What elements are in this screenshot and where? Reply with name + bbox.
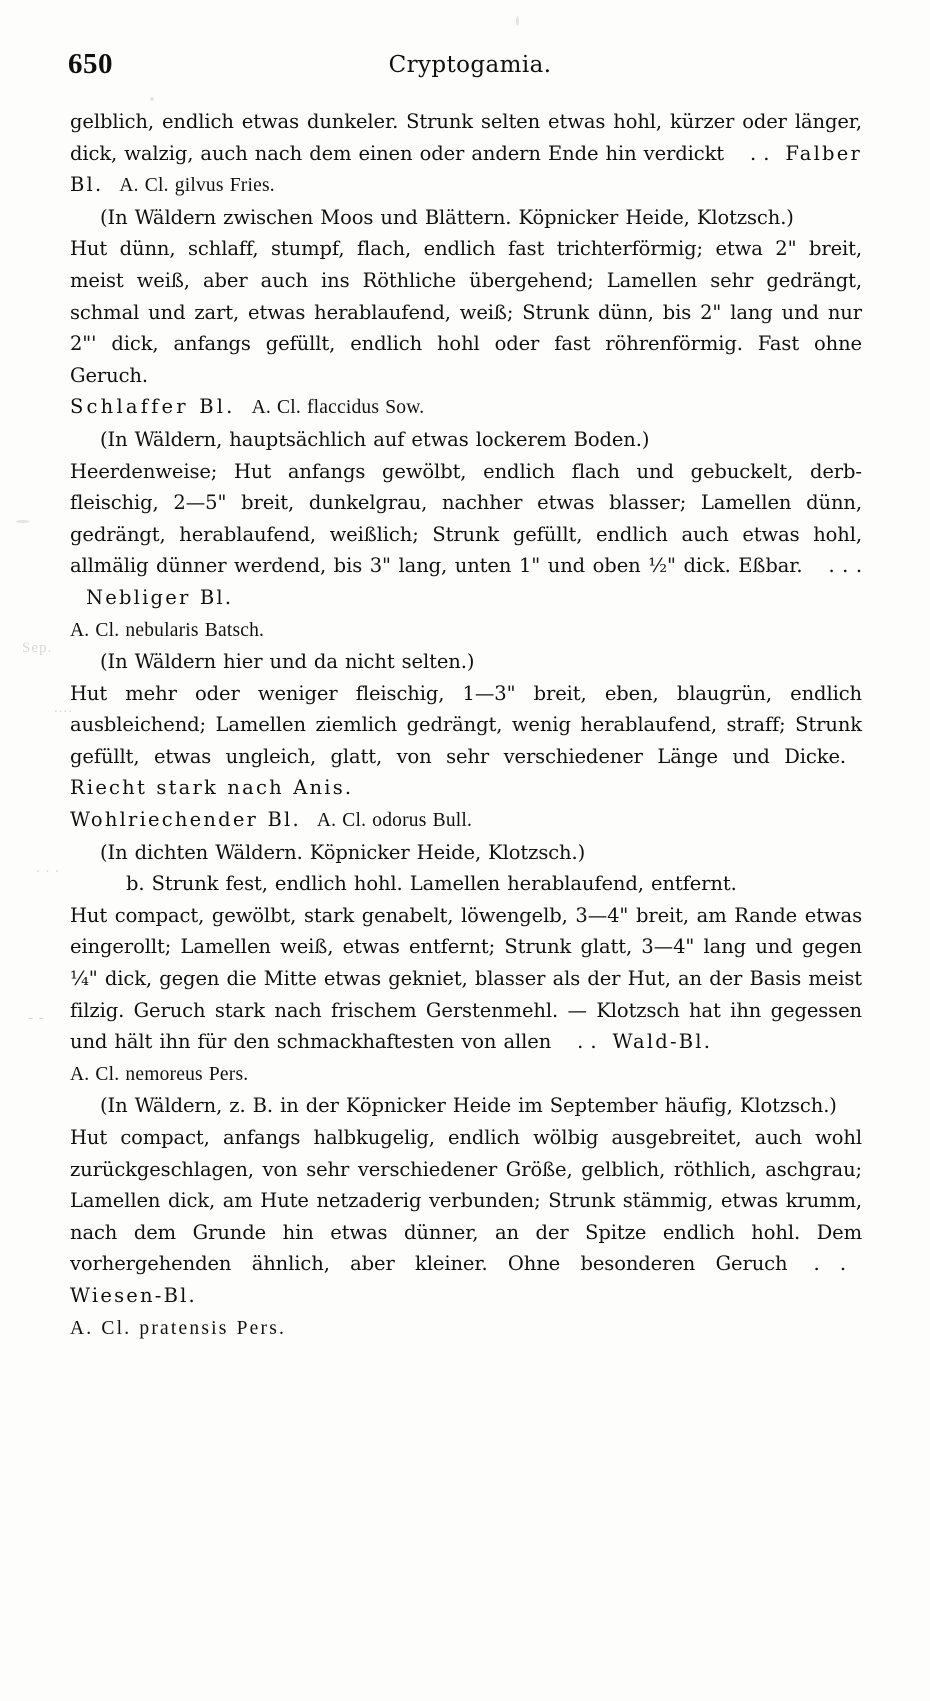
species-name-fraktur: Schlaffer Bl. — [70, 395, 236, 419]
species-name-fraktur: Nebliger Bl. — [86, 585, 234, 609]
habitat-text: (In dichten Wäldern. Köpnicker Heide, Klotzsch.) — [100, 840, 586, 864]
habitat-note — [70, 424, 862, 456]
running-head: Cryptogamia. — [388, 52, 552, 78]
habitat-text: (In Wäldern hier und da nicht selten.) — [100, 650, 475, 674]
habitat-note — [70, 646, 862, 678]
bleedthrough-text: - - — [28, 1010, 45, 1026]
species-name-fraktur: Wiesen-Bl. — [70, 1283, 197, 1307]
section-heading-b — [70, 868, 862, 900]
habitat-text: (In Wäldern, hauptsächlich auf etwas lockerem Boden.) — [100, 427, 650, 451]
paragraph-block — [70, 1122, 862, 1312]
scan-speck — [516, 16, 519, 26]
page-number: 650 — [68, 48, 113, 80]
paragraph-block — [70, 678, 862, 804]
species-name-roman: A. Cl. gilvus Fries. — [119, 175, 275, 197]
paragraph-text: Hut mehr oder weniger fleischig, 1—3" breit, eben, blaugrün, endlich ausbleichend; Lamellen ziemlich gedrängt, wenig herablaufend, straff; Strunk gefüllt, etwas ungleich, glatt, von sehr verschiedener Länge und Dicke. — [70, 681, 862, 768]
species-line — [70, 1058, 862, 1091]
leader-dots: . . — [577, 1030, 597, 1054]
species-name-fraktur: Falber Bl. — [70, 141, 862, 197]
species-line — [70, 614, 862, 647]
bleedthrough-text: Sep. — [22, 640, 53, 656]
habitat-text: (In Wäldern, z. B. in der Köpnicker Heide im September häufig, Klotzsch.) — [100, 1094, 837, 1118]
page-body — [70, 106, 862, 1344]
species-name-roman: A. Cl. flaccidus Sow. — [251, 397, 425, 419]
leader-dots: . . — [750, 141, 770, 165]
species-name-roman: A. Cl. pratensis Pers. — [70, 1317, 287, 1339]
species-name-roman: A. Cl. nebularis Batsch. — [70, 619, 265, 641]
paragraph-text: Heerdenweise; Hut anfangs gewölbt, endlich flach und gebuckelt, derbfleischig, 2—5" breit, dunkelgrau, nachher etwas blasser; Lamellen dünn, gedrängt, herablaufend, weißlich; Strunk gefüllt, endlich auch etwas hohl, allmälig dünner werdend, bis 3" lang, unten 1" und oben ½" dick. Eßbar. — [70, 459, 862, 578]
leader-dots: . . — [813, 1252, 846, 1276]
scan-speck — [150, 97, 154, 101]
page-header — [68, 48, 862, 82]
habitat-note — [70, 202, 862, 234]
paragraph-text: Hut compact, gewölbt, stark genabelt, löwengelb, 3—4" breit, am Rande etwas eingerollt; Lamellen weiß, etwas entfernt; Strunk glatt, 3—4" lang und gegen ¼" dick, gegen die Mitte etwas gekniet, blasser als der Hut, an der Basis meist filzig. Geruch stark nach frischem Gerstenmehl. — Klotzsch hat ihn gegessen und hält ihn für den schmackhaftesten von allen — [70, 903, 862, 1054]
section-heading-text: b. Strunk fest, endlich hohl. Lamellen herablaufend, entfernt. — [126, 872, 737, 896]
paragraph-text: gelblich, endlich etwas dunkeler. Strunk selten etwas hohl, kürzer oder länger, dick, walzig, auch nach dem einen oder andern Ende hin verdickt — [70, 110, 862, 165]
paragraph-text: Hut dünn, schlaff, stumpf, flach, endlich fast trichterförmig; etwa 2" breit, meist weiß, aber auch ins Röthliche übergehend; Lamellen sehr gedrängt, schmal und zart, etwas herablaufend, weiß; Strunk dünn, bis 2" lang und nur 2"' dick, anfangs gefüllt, endlich hohl oder fast röhrenförmig. Fast ohne Geruch. — [70, 237, 862, 387]
paragraph-text: Hut compact, anfangs halbkugelig, endlich wölbig ausgebreitet, auch wohl zurückgeschlagen, von sehr verschiedener Größe, gelblich, röthlich, aschgrau; Lamellen dick, am Hute netzaderig verbunden; Strunk stämmig, etwas krumm, nach dem Grunde hin etwas dünner, an der Spitze endlich hohl. Dem vorhergehenden ähnlich, aber kleiner. Ohne besonderen Geruch — [70, 1126, 862, 1276]
habitat-note — [70, 837, 862, 869]
species-line — [70, 804, 862, 837]
leader-dots: . . . — [828, 554, 862, 578]
paragraph-block — [70, 233, 862, 391]
species-name-fraktur: Wohlriechender Bl. — [70, 808, 301, 832]
habitat-text: (In Wäldern zwischen Moos und Blättern. Köpnicker Heide, Klotzsch.) — [100, 205, 794, 229]
bleedthrough-text: . . . — [36, 860, 60, 876]
species-line — [70, 1312, 862, 1345]
species-name-roman: A. Cl. nemoreus Pers. — [70, 1063, 249, 1085]
species-name-fraktur: Wald-Bl. — [612, 1030, 713, 1054]
bleedthrough-text: .... — [54, 700, 73, 716]
habitat-note — [70, 1090, 862, 1122]
species-line — [70, 391, 862, 424]
paragraph-block — [70, 900, 862, 1058]
paragraph-text-emphasis: Riecht stark nach Anis. — [70, 776, 354, 800]
scan-speck — [16, 520, 30, 523]
paragraph-block — [70, 106, 862, 202]
species-name-roman: A. Cl. odorus Bull. — [316, 810, 473, 832]
paragraph-block — [70, 456, 862, 614]
